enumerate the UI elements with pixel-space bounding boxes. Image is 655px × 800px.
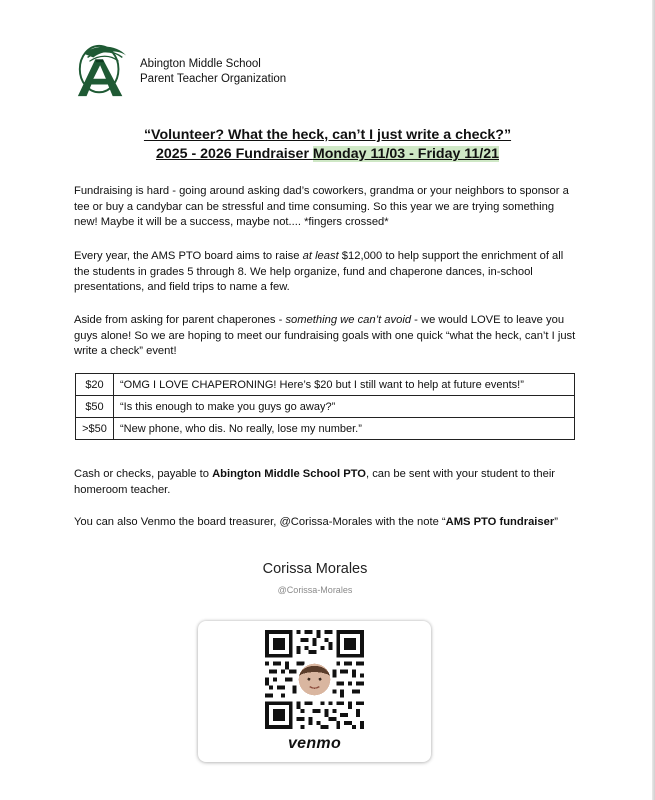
goal-text-start: Every year, the AMS PTO board aims to raise — [74, 250, 303, 262]
venmo-logo: venmo — [287, 735, 342, 752]
tier-amount: $50 — [76, 396, 114, 418]
title-line-2 — [0, 145, 655, 164]
payment-paragraph — [74, 467, 579, 498]
payee-name: Abington Middle School PTO — [212, 468, 366, 480]
tier-description: “Is this enough to make you guys go away?” — [114, 396, 575, 418]
tier-amount: >$50 — [76, 418, 114, 440]
goal-text-end: $12,000 to help support the enrichment of all the students in grades 5 through 8. We help organize, fund and chaperone dances, in-school presentations, and field trips to name a few. — [74, 250, 564, 293]
table-row — [76, 396, 575, 418]
donation-tiers-table — [75, 373, 575, 440]
venmo-text-start: You can also Venmo the board treasurer, @Corissa-Morales with the note “ — [74, 516, 446, 528]
pto-name: Parent Teacher Organization — [140, 73, 287, 85]
flyer-title — [0, 126, 655, 164]
venmo-handle[interactable]: @Corissa-Morales — [277, 585, 353, 595]
tier-description: “New phone, who dis. No really, lose my number.” — [114, 418, 575, 440]
tier-amount: $20 — [76, 374, 114, 396]
school-logo-icon — [74, 42, 132, 100]
chaperone-emphasis: something we can’t avoid — [285, 314, 412, 326]
tier-description: “OMG I LOVE CHAPERONING! Here’s $20 but I still want to help at future events!” — [114, 374, 575, 396]
organization-name — [140, 57, 286, 87]
venmo-qr-card[interactable] — [198, 621, 431, 762]
chaperone-paragraph — [74, 313, 579, 360]
venmo-text-end: ” — [554, 516, 558, 528]
title-line-1: “Volunteer? What the heck, can’t I just write a check?” — [143, 127, 512, 143]
venmo-display-name: Corissa Morales — [262, 561, 368, 577]
venmo-paragraph — [74, 515, 579, 531]
qr-code-icon[interactable] — [265, 630, 364, 729]
goal-emphasis: at least — [302, 250, 339, 262]
fundraiser-year: 2025 - 2026 Fundraiser — [155, 146, 313, 162]
goal-paragraph — [74, 249, 579, 296]
fundraiser-dates: Monday 11/03 - Friday 11/21 — [312, 146, 500, 162]
chaperone-text-start: Aside from asking for parent chaperones - — [74, 314, 286, 326]
table-row — [76, 418, 575, 440]
intro-paragraph: Fundraising is hard - going around asking dad’s coworkers, grandma or your neighbors to sponsor a tee or buy a candybar can be stressful and time consuming. So this year we are trying something new! Maybe it will be a success, maybe not.... *fingers crossed* — [74, 185, 569, 228]
table-row — [76, 374, 575, 396]
chaperone-text-end: - we would LOVE to leave you guys alone! So we are hoping to meet our fundraising goals with one quick “what the heck, can’t I just write a check” event! — [74, 314, 576, 357]
venmo-note: AMS PTO fundraiser — [445, 516, 555, 528]
school-name: Abington Middle School — [140, 58, 261, 70]
letterhead — [74, 42, 286, 100]
payment-text-end: , can be sent with your student to their homeroom teacher. — [74, 468, 556, 496]
payment-text-start: Cash or checks, payable to — [74, 468, 213, 480]
